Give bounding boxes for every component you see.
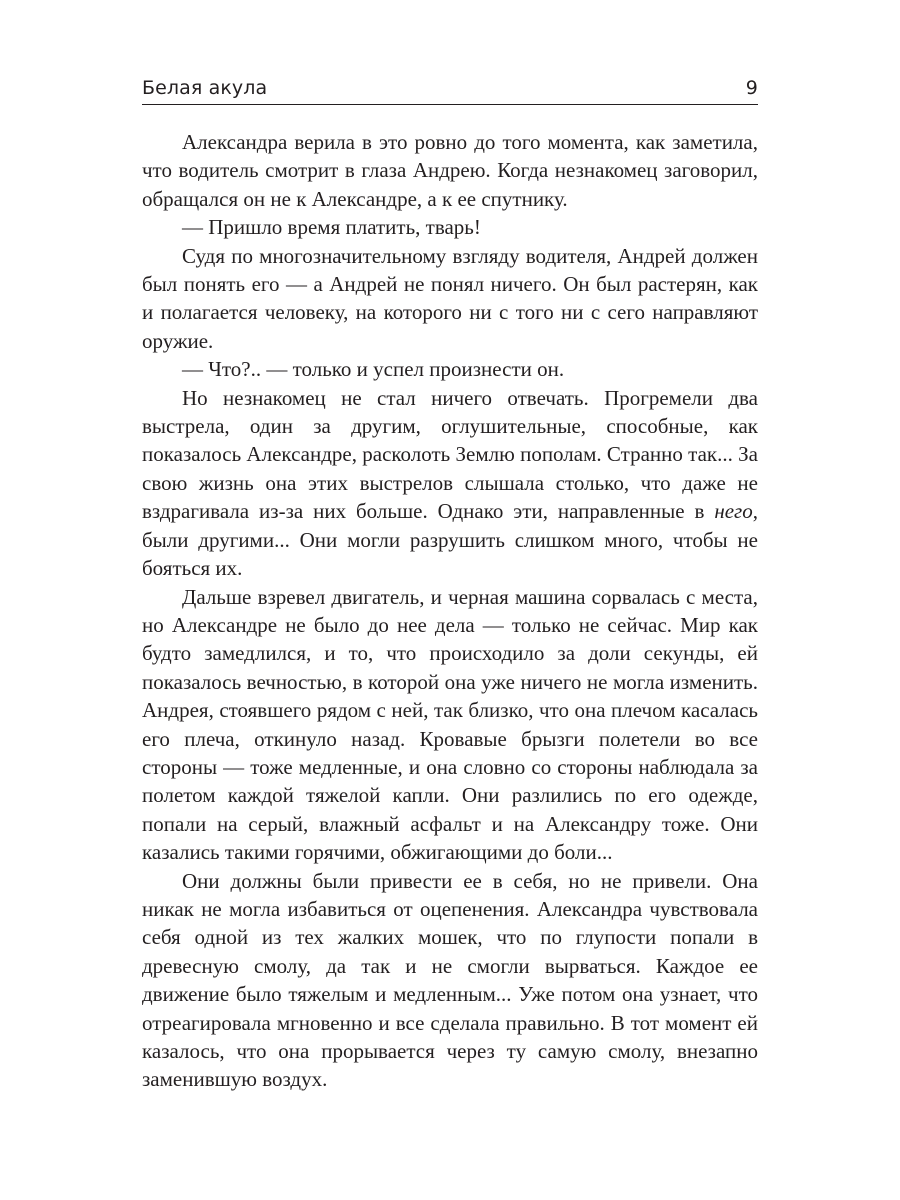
paragraph-1: Александра верила в это ровно до того момента, как заметила, что водитель смотрит в глаза Андрею. Когда незнакомец заговорил, обращался он не к Александре, а к ее спутнику. bbox=[142, 130, 758, 211]
paragraph-5-start: Но незнакомец не стал ничего отвечать. Прогремели два выстрела, один за другим, оглушительные, способные, как показалось Александре, расколоть Землю пополам. Странно так... За свою жизнь она этих выстрелов слышала столько, что даже не вздрагивала из-за них больше. Однако эти, направленные в bbox=[142, 385, 758, 524]
running-title: Белая акула bbox=[142, 77, 268, 99]
page-number: 9 bbox=[745, 77, 758, 99]
paragraph-5-emphasis: него bbox=[714, 499, 753, 524]
paragraph-5-end: , были другими... Они могли разрушить слишком много, чтобы не бояться их. bbox=[142, 499, 758, 581]
paragraph-6: Дальше взревел двигатель, и черная машина сорвалась с места, но Александре не было до нее дела — только не сейчас. Мир как будто замедлился, и то, что происходило за доли секунды, ей показалось вечностью, в которой она уже ничего не могла изменить. Андрея, стоявшего рядом с ней, так близко, что она плечом касалась его плеча, откинуло назад. Кровавые брызги полетели во все стороны — тоже медленные, и она словно со стороны наблюдала за полетом каждой тяжелой капли. Они разлились по его одежде, попали на серый, влажный асфальт и на Александру тоже. Они казались такими горячими, обжигающими до боли... bbox=[142, 584, 758, 865]
paragraph-2-dialogue: — Пришло время платить, тварь! bbox=[182, 215, 481, 240]
paragraph-5 bbox=[142, 384, 758, 583]
paragraph-3: Судя по многозначительному взгляду водителя, Андрей должен был понять его — а Андрей не понял ничего. Он был растерян, как и полагается человеку, на которого ни с того ни с сего направляют оружие. bbox=[142, 243, 758, 353]
body-text bbox=[142, 128, 758, 1094]
paragraph-4-dialogue: — Что?.. — только и успел произнести он. bbox=[182, 357, 565, 382]
paragraph-7: Они должны были привести ее в себя, но не привели. Она никак не могла избавиться от оцепенения. Александра чувствовала себя одной из тех жалких мошек, что по глупости попали в древесную смолу, да так и не смогли вырваться. Каждое ее движение было тяжелым и медленным... Уже потом она узнает, что отреагировала мгновенно и все сделала правильно. В тот момент ей казалось, что она прорывается через ту самую смолу, внезапно заменившую воздух. bbox=[142, 868, 758, 1092]
running-header bbox=[142, 76, 758, 105]
book-page bbox=[142, 0, 758, 1200]
